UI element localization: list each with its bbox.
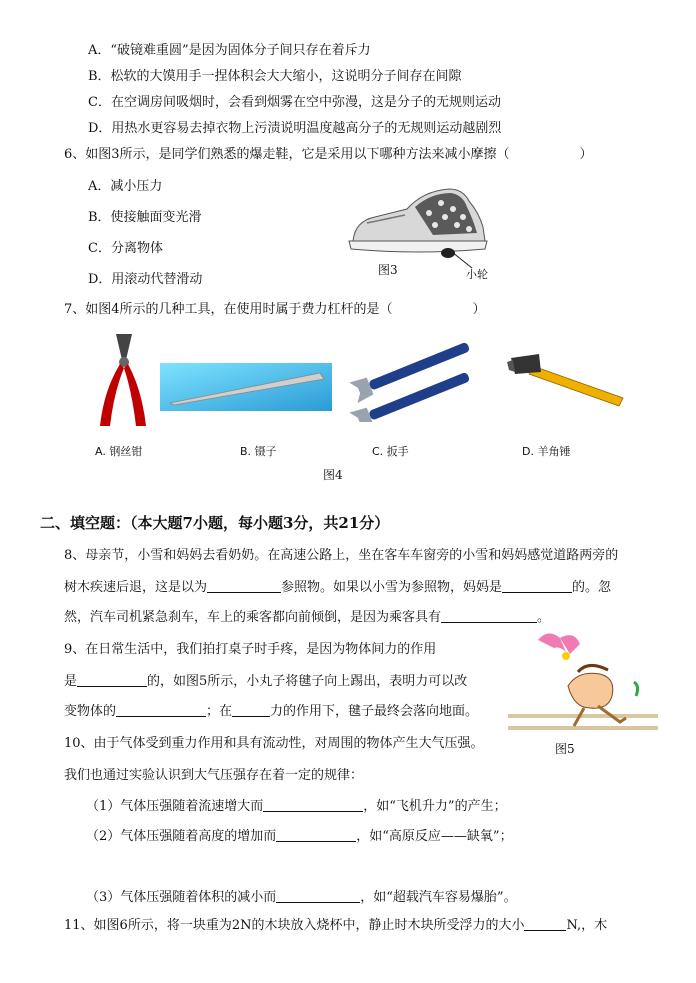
section-2-title: 二、填空题：（本大题7小题，每小题3分，共21分） xyxy=(40,514,390,532)
hammer-icon xyxy=(505,350,635,408)
q10-sub-1 xyxy=(86,797,507,817)
q8-text-3a: 然，汽车司机紧急刹车，车上的乘客都向前倾倒，是因为乘客具有 xyxy=(64,610,442,625)
q10-text-3a: （3）气体压强随着体积的减小而 xyxy=(86,890,277,905)
q8-blank-3[interactable] xyxy=(441,608,537,623)
q8-text-2c: 的。忽 xyxy=(572,580,612,595)
tool-label-a: A. 钢丝钳 xyxy=(95,445,143,458)
q8-blank-1[interactable] xyxy=(207,578,281,593)
q9-text-3a: 变物体的 xyxy=(64,704,117,719)
q8-text-2a: 树木疾速后退，这是以为 xyxy=(64,580,208,595)
q10-blank-1[interactable] xyxy=(263,797,363,812)
q10-text-2a: （2）气体压强随着高度的增加而 xyxy=(86,829,277,844)
q9-blank-1[interactable] xyxy=(77,672,147,687)
figure-3-caption: 图3 xyxy=(378,263,398,277)
q10-line-1: 10、由于气体受到重力作用和具有流动性，对周围的物体产生大气压强。 xyxy=(64,736,484,751)
q7-stem-text: 7、如图4所示的几种工具，在使用时属于费力杠杆的是（ xyxy=(64,302,393,317)
figure-5-caption: 图5 xyxy=(555,742,575,756)
q5-option-c: C．在空调房间吸烟时，会看到烟雾在空中弥漫，这是分子的无规则运动 xyxy=(88,95,501,110)
q10-text-1b: ，如“飞机升力”的产生； xyxy=(363,799,507,814)
tool-label-b: B. 镊子 xyxy=(240,445,277,458)
q10-line-2: 我们也通过实验认识到大气压强存在着一定的规律： xyxy=(64,768,364,783)
q6-stem xyxy=(64,145,593,165)
q10-text-1a: （1）气体压强随着流速增大而 xyxy=(86,799,264,814)
q6-option-c: C．分离物体 xyxy=(88,241,163,256)
q9-blank-3[interactable] xyxy=(232,702,270,717)
q5-option-d: D．用热水更容易去掉衣物上污渍说明温度越高分子的无规则运动越剧烈 xyxy=(88,121,502,136)
tweezers-icon xyxy=(160,363,332,411)
q10-sub-3 xyxy=(86,888,517,908)
q8-line-1: 8、母亲节，小雪和妈妈去看奶奶。在高速公路上，坐在客车车窗旁的小雪和妈妈感觉道路两旁的 xyxy=(64,548,619,563)
q7-stem xyxy=(64,300,486,320)
q9-text-2b: 的，如图5所示，小丸子将毽子向上踢出，表明力可以改 xyxy=(147,674,468,689)
q5-option-a: A．“破镜难重圆”是因为固体分子间只存在着斥力 xyxy=(88,43,371,58)
q11-line-1 xyxy=(64,916,607,936)
q5-option-b: B．松软的大馍用手一捏体积会大大缩小，这说明分子间存在间隙 xyxy=(88,69,462,84)
q9-text-3c: 力的作用下，毽子最终会落向地面。 xyxy=(270,704,479,719)
q6-option-b: B．使接触面变光滑 xyxy=(88,210,202,225)
q6-option-d: D．用滚动代替滑动 xyxy=(88,272,203,287)
q11-text-1b: N,，木 xyxy=(566,918,608,933)
q9-line-3 xyxy=(64,702,478,722)
q11-text-1a: 11、如图6所示，将一块重为2N的木块放入烧杯中，静止时木块所受浮力的大小 xyxy=(64,918,525,933)
q8-blank-2[interactable] xyxy=(502,578,572,593)
pliers-icon xyxy=(92,330,154,430)
shuttlecock-kick-figure xyxy=(508,626,658,738)
q9-blank-2[interactable] xyxy=(116,702,206,717)
q8-line-3 xyxy=(64,608,550,628)
q10-text-2b: ，如“高原反应——缺氧”； xyxy=(356,829,513,844)
q9-text-2a: 是 xyxy=(64,674,78,689)
figure-4-caption: 图4 xyxy=(323,468,343,482)
wrench-icon xyxy=(342,336,492,422)
q9-line-1: 9、在日常生活中，我们拍打桌子时手疼，是因为物体间力的作用 xyxy=(64,642,437,657)
tool-label-d: D. 羊角锤 xyxy=(522,445,571,458)
q9-text-3b: ；在 xyxy=(206,704,233,719)
q9-line-2 xyxy=(64,672,467,692)
q6-option-a: A．减小压力 xyxy=(88,179,163,194)
q8-text-3b: 。 xyxy=(537,610,551,625)
wheel-label: 小轮 xyxy=(466,268,488,281)
tool-label-c: C. 扳手 xyxy=(372,445,409,458)
q10-text-3b: ，如“超载汽车容易爆胎”。 xyxy=(360,890,517,905)
q10-blank-3[interactable] xyxy=(276,888,360,903)
q11-blank-1[interactable] xyxy=(524,916,566,931)
q8-line-2 xyxy=(64,578,611,598)
q7-close-paren: ） xyxy=(472,302,486,317)
q10-sub-2 xyxy=(86,827,513,847)
q10-blank-2[interactable] xyxy=(276,827,356,842)
q6-close-paren: ） xyxy=(579,147,593,162)
q6-stem-text: 6、如图3所示，是同学们熟悉的爆走鞋，它是采用以下哪种方法来减小摩擦（ xyxy=(64,147,510,162)
q8-text-2b: 参照物。如果以小雪为参照物，妈妈是 xyxy=(281,580,503,595)
